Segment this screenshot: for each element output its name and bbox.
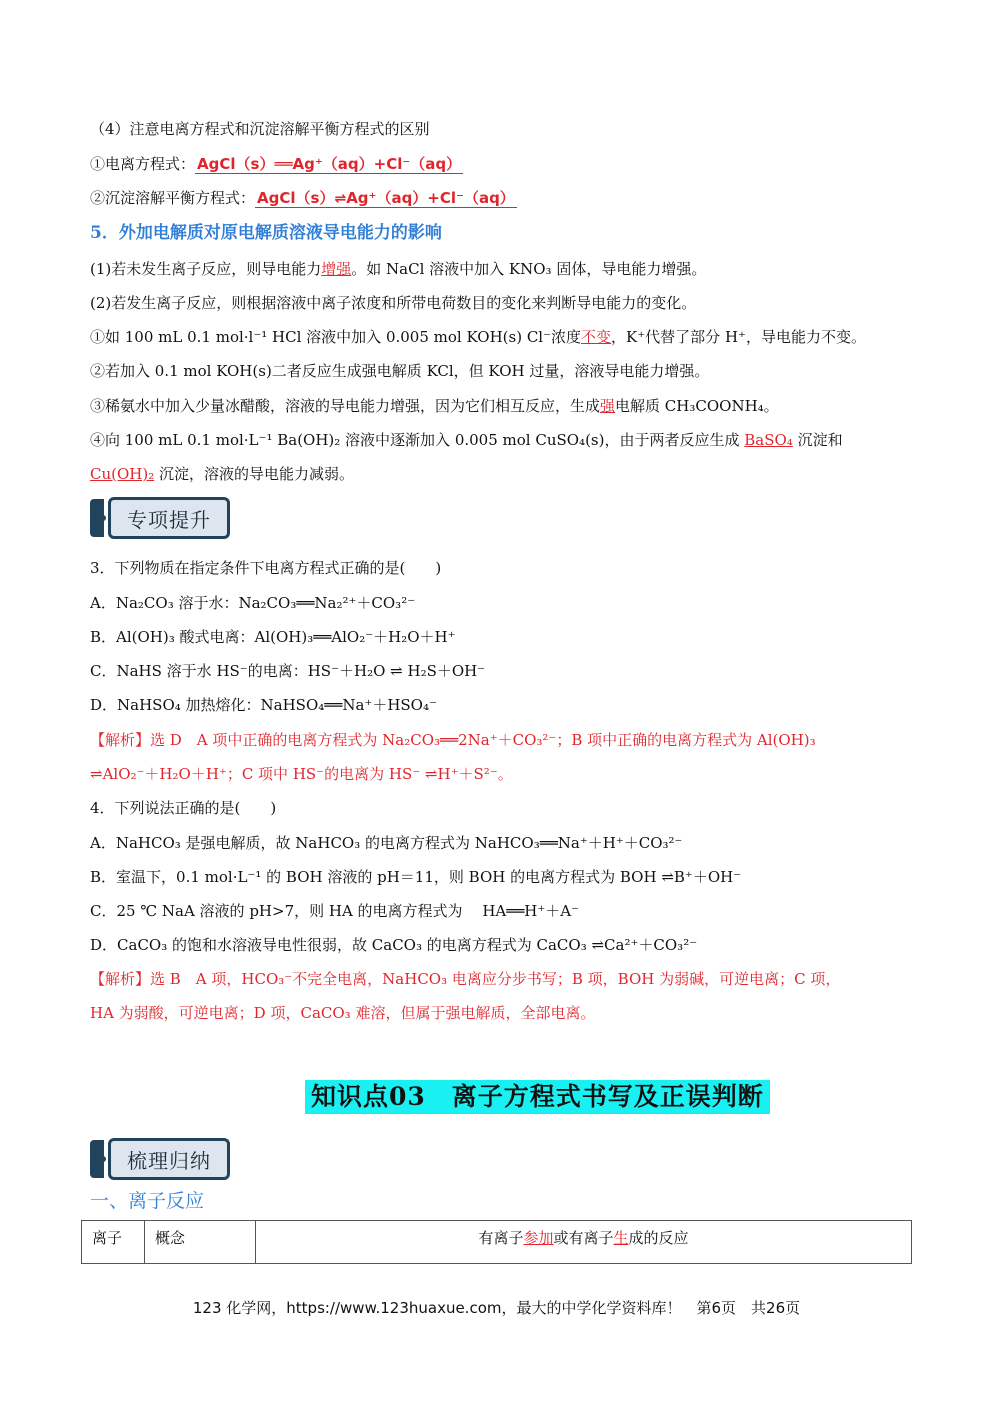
question-4-option-d: D．CaCO₃ 的饱和水溶液导电性很弱，故 CaCO₃ 的电离方程式为 CaCO₃ ⇌Ca²⁺＋CO₃²⁻: [90, 936, 698, 954]
equation-right: Ag⁺（aq）+Cl⁻（aq）: [346, 189, 515, 207]
heading-5: 5．外加电解质对原电解质溶液导电能力的影响: [90, 223, 442, 243]
question-4-stem: 4．下列说法正确的是( ): [90, 799, 277, 817]
underlined-answer: BaSO₄: [744, 431, 793, 449]
text: 电解质 CH₃COONH₄。: [615, 397, 779, 415]
section-badge-summary: [90, 1137, 230, 1181]
question-3-analysis-2: ⇌AlO₂⁻＋H₂O＋H⁺；C 项中 HS⁻的电离为 HS⁻ ⇌H⁺＋S²⁻。: [90, 765, 513, 783]
question-4-analysis-1: 【解析】选 B A 项，HCO₃⁻不完全电离，NaHCO₃ 电离应分步书写；B 项，BOH 为弱碱，可逆电离；C 项，: [90, 970, 841, 988]
underlined-answer: Cu(OH)₂: [90, 465, 155, 483]
paragraph-7: [90, 464, 354, 484]
equation: [255, 189, 517, 208]
text: 成的反应: [628, 1229, 689, 1247]
part-1-heading: 一、离子反应: [90, 1190, 205, 1212]
knowledge-point-title: 知识点03 离子方程式书写及正误判断: [305, 1080, 770, 1114]
underlined-answer: 不变: [581, 328, 612, 346]
question-4-option-c: C．25 ℃ NaA 溶液的 pH>7，则 HA 的电离方程式为 HA══H⁺＋A⁻: [90, 902, 580, 920]
section-badge-practice: [90, 496, 230, 540]
concept-table: [81, 1220, 912, 1264]
question-4-option-b: B．室温下，0.1 mol·L⁻¹ 的 BOH 溶液的 pH＝11，则 BOH 的电离方程式为 BOH ⇌B⁺＋OH⁻: [90, 868, 742, 886]
question-4-analysis-2: HA 为弱酸，可逆电离；D 项，CaCO₃ 难溶，但属于强电解质，全部电离。: [90, 1004, 596, 1022]
text: (1)若未发生离子反应，则导电能力: [90, 260, 322, 278]
table-cell: 概念: [145, 1221, 256, 1264]
question-3-option-c: C．NaHS 溶于水 HS⁻的电离：HS⁻＋H₂O ⇌ H₂S＋OH⁻: [90, 662, 486, 680]
text: ③稀氨水中加入少量冰醋酸，溶液的导电能力增强，因为它们相互反应，生成: [90, 397, 601, 415]
table-row: [82, 1221, 912, 1264]
paragraph-4: ②若加入 0.1 mol KOH(s)二者反应生成强电解质 KCl，但 KOH 过量，溶液导电能力增强。: [90, 362, 710, 380]
table-cell: 离子: [82, 1221, 145, 1264]
heading-4: （4）注意电离方程式和沉淀溶解平衡方程式的区别: [90, 120, 430, 138]
text: ①如 100 mL 0.1 mol·l⁻¹ HCl 溶液中加入 0.005 mol KOH(s) Cl⁻浓度: [90, 328, 582, 346]
underlined-answer: 强: [600, 397, 616, 415]
paragraph-3: [90, 327, 866, 347]
equation-left: AgCl（s）: [257, 189, 335, 207]
ionization-equation-line: [90, 154, 463, 174]
paragraph-1: [90, 259, 706, 279]
label: ②沉淀溶解平衡方程式：: [90, 189, 256, 207]
question-3-option-b: B．Al(OH)₃ 酸式电离：Al(OH)₃══AlO₂⁻＋H₂O＋H⁺: [90, 628, 456, 646]
text: 沉淀和: [792, 431, 843, 449]
question-3-option-d: D．NaHSO₄ 加热熔化：NaHSO₄══Na⁺＋HSO₄⁻: [90, 696, 437, 714]
text: 沉淀，溶液的导电能力减弱。: [154, 465, 355, 483]
question-4-option-a: A．NaHCO₃ 是强电解质，故 NaHCO₃ 的电离方程式为 NaHCO₃══Na⁺＋H⁺＋CO₃²⁻: [90, 834, 683, 852]
text: 或有离子: [553, 1229, 614, 1247]
dissolution-equilibrium-line: [90, 188, 517, 209]
text: 。如 NaCl 溶液中加入 KNO₃ 固体，导电能力增强。: [351, 260, 707, 278]
underlined-answer: 生: [613, 1229, 629, 1247]
underlined-answer: 增强: [321, 260, 352, 278]
question-3-analysis-1: 【解析】选 D A 项中正确的电离方程式为 Na₂CO₃══2Na⁺＋CO₃²⁻；B 项中正确的电离方程式为 Al(OH)₃: [90, 731, 816, 749]
table-cell-definition: [256, 1221, 912, 1264]
equation: AgCl（s）══Ag⁺（aq）+Cl⁻（aq）: [197, 155, 462, 173]
paragraph-2: (2)若发生离子反应，则根据溶液中离子浓度和所带电荷数目的变化来判断导电能力的变化。: [90, 294, 697, 312]
text: ，K⁺代替了部分 H⁺，导电能力不变。: [611, 328, 866, 346]
question-3-option-a: A．Na₂CO₃ 溶于水：Na₂CO₃══Na₂²⁺＋CO₃²⁻: [90, 594, 416, 612]
label: ①电离方程式：: [90, 155, 196, 173]
badge-label: 梳理归纳: [108, 1138, 230, 1180]
paragraph-6: [90, 430, 843, 450]
text: 有离子: [478, 1229, 524, 1247]
badge-cap-icon: [90, 1140, 104, 1178]
badge-cap-icon: [90, 499, 104, 537]
badge-label: 专项提升: [108, 497, 230, 539]
text: ④向 100 mL 0.1 mol·L⁻¹ Ba(OH)₂ 溶液中逐渐加入 0.005 mol CuSO₄(s)，由于两者反应生成: [90, 431, 745, 449]
paragraph-5: [90, 396, 779, 416]
question-3-stem: 3．下列物质在指定条件下电离方程式正确的是( ): [90, 559, 442, 577]
page-footer: 123 化学网，https://www.123huaxue.com，最大的中学化学资料库！ 第6页 共26页: [192, 1299, 801, 1317]
underlined-answer: 参加: [523, 1229, 554, 1247]
reversible-arrow-icon: ⇌: [334, 191, 347, 207]
